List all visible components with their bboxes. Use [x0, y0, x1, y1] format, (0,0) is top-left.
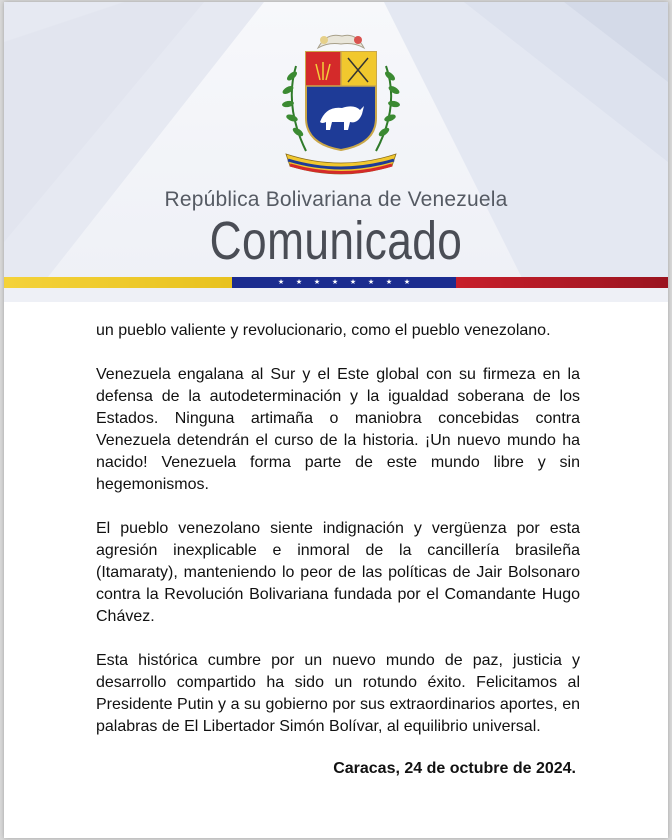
- letterhead: [4, 2, 668, 302]
- paragraph: un pueblo valiente y revolucionario, como el pueblo venezolano.: [96, 322, 551, 339]
- paragraph: Venezuela engalana al Sur y el Este global con su firmeza en la defensa de la autodeterminación y la igualdad soberana de los Estados. Ninguna artimaña o maniobra concebidas contra Venezuela detendrán el curso de la historia. ¡Un nuevo mundo ha nacido! Venezuela forma parte de este mundo libre y sin hegemonismos.: [96, 366, 580, 493]
- paragraph: El pueblo venezolano siente indignación y vergüenza por esta agresión inexplicable e inmoral de la cancillería brasileña (Itamaraty), manteniendo lo peor de las políticas de Jair Bolsonaro contra la Revolución Bolivariana fundada por el Comandante Hugo Chávez.: [96, 520, 580, 625]
- place-and-date: Caracas, 24 de octubre de 2024.: [333, 760, 576, 777]
- republic-name: República Bolivariana de Venezuela: [164, 188, 508, 211]
- star-icon: ★: [385, 279, 393, 286]
- flag-yellow-segment: [4, 277, 232, 288]
- star-icon: ★: [331, 279, 339, 286]
- star-icon: ★: [295, 279, 303, 286]
- star-icon: ★: [349, 279, 357, 286]
- star-icon: ★: [277, 279, 285, 286]
- page-title: Comunicado: [209, 211, 463, 271]
- document-page: [4, 2, 668, 838]
- star-icon: ★: [367, 279, 375, 286]
- flag-stripe: [4, 277, 668, 288]
- statement-body: [96, 320, 580, 760]
- venezuela-coat-of-arms-icon: [266, 26, 416, 186]
- star-icon: ★: [403, 279, 411, 286]
- star-icon: ★: [313, 279, 321, 286]
- flag-blue-segment: [232, 277, 456, 288]
- flag-red-segment: [456, 277, 668, 288]
- paragraph: Esta histórica cumbre por un nuevo mundo de paz, justicia y desarrollo compartido ha sido un rotundo éxito. Felicitamos al Presidente Putin y a su gobierno por sus extraordinarios aportes, en palabras de El Libertador Simón Bolívar, al equilibrio universal.: [96, 652, 580, 735]
